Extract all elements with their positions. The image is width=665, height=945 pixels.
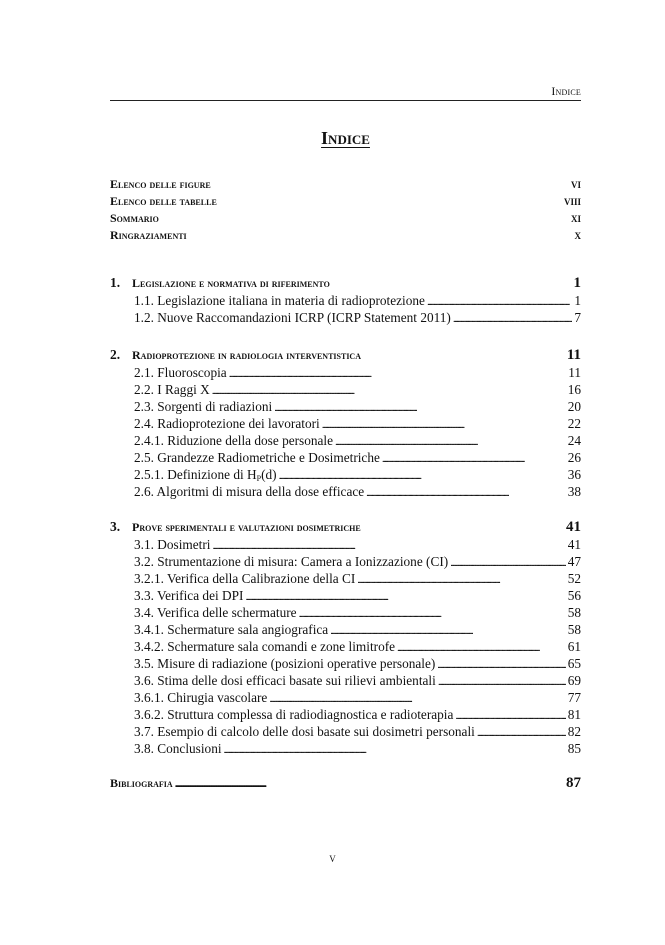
toc-entry[interactable] [110,638,581,655]
toc-entry[interactable] [110,398,581,415]
chapter-page: 41 [566,519,581,535]
toc-entry-summary[interactable] [110,209,581,226]
toc-entry-page: 36 [567,467,581,482]
toc-entry-label: 3.6.2. Struttura complessa di radiodiagnostica e radioterapia [134,707,454,722]
toc-entry-label: 3.4.1. Schermature sala angiografica [134,622,329,637]
toc-entry-label: 3.5. Misure di radiazione (posizioni operative personale) [134,656,436,671]
toc-entry-page: 87 [566,775,581,791]
toc-entry-label: 2.1. Fluoroscopia [134,365,227,380]
page-title: Indice [321,128,370,148]
chapter-1-heading[interactable] [110,274,581,292]
chapter-page: 11 [566,347,581,363]
toc-entry[interactable] [110,449,581,466]
toc-entry-page: 69 [567,673,581,688]
label-suffix: (d) [261,467,277,482]
toc-entry-label: Bibliografia [110,776,173,790]
toc-entry[interactable] [110,723,581,740]
toc-entry[interactable] [110,740,581,757]
chapter-number: 1. [110,275,121,290]
toc-entry-label: 3.4. Verifica delle schermature [134,605,297,620]
toc-entry-page: 1 [574,293,581,308]
dot-leader [366,483,566,502]
chapter-3-heading[interactable] [110,518,581,536]
toc-entry-page: 22 [567,416,581,431]
toc-entry-label: Sommario [110,211,159,225]
bibliography-section [110,774,581,791]
toc-entry-page: 11 [568,365,581,380]
chapter-page: 1 [573,275,581,291]
chapter-number: 3. [110,519,121,534]
running-header: Indice [551,84,581,98]
toc-entry-label: 2.2. I Raggi X [134,382,210,397]
toc-entry-bibliography[interactable] [110,774,581,791]
toc-entry-page: 58 [567,622,581,637]
label-prefix: 2.5.1. Definizione di H [134,467,257,482]
toc-entry[interactable] [110,309,581,326]
toc-entry-label: 3.6. Stima delle dosi efficaci basate sui rilievi ambientali [134,673,436,688]
dot-leader [453,309,572,328]
chapter-2-section [110,346,581,500]
toc-entry-page: viii [563,193,581,208]
front-matter-list [110,175,581,243]
chapter-title: Prove sperimentali e valutazioni dosimetriche [132,520,361,534]
toc-entry-page: 77 [567,690,581,705]
chapter-2-heading[interactable] [110,346,581,364]
toc-entry[interactable] [110,381,581,398]
toc-entry-page: 82 [567,724,581,739]
toc-entry-page: xi [570,210,581,225]
toc-entry-page: 41 [567,537,581,552]
toc-entry[interactable] [110,570,581,587]
dot-leader [224,740,566,759]
toc-entry-label: 2.6. Algoritmi di misura della dose efficace [134,484,365,499]
toc-entry[interactable] [110,536,581,553]
toc-entry-page: 24 [567,433,581,448]
toc-entry[interactable] [110,415,581,432]
chapter-title: Radioprotezione in radiologia interventistica [132,348,361,362]
page-number: v [329,850,336,865]
toc-entry-page: 61 [567,639,581,654]
toc-entry[interactable] [110,604,581,621]
toc-entry[interactable] [110,432,581,449]
dot-leader [175,774,564,793]
toc-entry[interactable] [110,621,581,638]
toc-entry-page: 38 [567,484,581,499]
toc-entry-label: 3.8. Conclusioni [134,741,222,756]
toc-entry-page: 52 [567,571,581,586]
toc-entry-label: Elenco delle tabelle [110,194,217,208]
toc-entry[interactable] [110,483,581,500]
toc-entry-label: 3.6.1. Chirugia vascolare [134,690,268,705]
toc-entry[interactable] [110,364,581,381]
toc-entry[interactable] [110,466,581,483]
toc-entry-figures[interactable] [110,175,581,192]
toc-entry-label: Ringraziamenti [110,228,187,242]
toc-entry[interactable] [110,672,581,689]
toc-entry-page: 81 [567,707,581,722]
label-subscript: P [256,474,262,483]
toc-entry-page: 20 [567,399,581,414]
toc-entry-page: 56 [567,588,581,603]
toc-entry-label: 2.5. Grandezze Radiometriche e Dosimetriche [134,450,380,465]
toc-entry-label: 3.4.2. Schermature sala comandi e zone limitrofe [134,639,396,654]
toc-entry-acknowledgements[interactable] [110,226,581,243]
toc-entry-label: 3.2. Strumentazione di misura: Camera a Ionizzazione (CI) [134,554,449,569]
chapter-3-section [110,518,581,757]
toc-entry-page: 85 [567,741,581,756]
toc-entry-label: 1.2. Nuove Raccomandazioni ICRP (ICRP Statement 2011) [134,310,451,325]
toc-entry-page: 26 [567,450,581,465]
toc-entry-label: 3.1. Dosimetri [134,537,211,552]
chapter-title: Legislazione e normativa di riferimento [132,276,330,290]
toc-entry-label: 2.4. Radioprotezione dei lavoratori [134,416,320,431]
toc-entry[interactable] [110,553,581,570]
toc-entry[interactable] [110,706,581,723]
header-rule [110,100,581,101]
toc-entry-page: x [574,227,581,242]
toc-entry[interactable] [110,587,581,604]
chapter-1-section [110,274,581,326]
toc-entry-page: 65 [567,656,581,671]
toc-entry-page: vi [570,176,581,191]
toc-entry-page: 7 [574,310,581,325]
toc-entry-label: 2.3. Sorgenti di radiazioni [134,399,273,414]
toc-entry[interactable] [110,689,581,706]
toc-entry-label: 3.3. Verifica dei DPI [134,588,244,603]
toc-entry-label: 2.4.1. Riduzione della dose personale [134,433,334,448]
toc-entry-label: 3.2.1. Verifica della Calibrazione della CI [134,571,356,586]
toc-entry-page: 47 [567,554,581,569]
toc-entry[interactable] [110,655,581,672]
toc-entry-label: Elenco delle figure [110,177,211,191]
toc-entry-page: 16 [567,382,581,397]
toc-entry-tables[interactable] [110,192,581,209]
toc-entry-label: 1.1. Legislazione italiana in materia di radioprotezione [134,293,425,308]
toc-entry-page: 58 [567,605,581,620]
chapter-number: 2. [110,347,121,362]
toc-entry[interactable] [110,292,581,309]
toc-entry-label: 3.7. Esempio di calcolo delle dosi basate sui dosimetri personali [134,724,475,739]
